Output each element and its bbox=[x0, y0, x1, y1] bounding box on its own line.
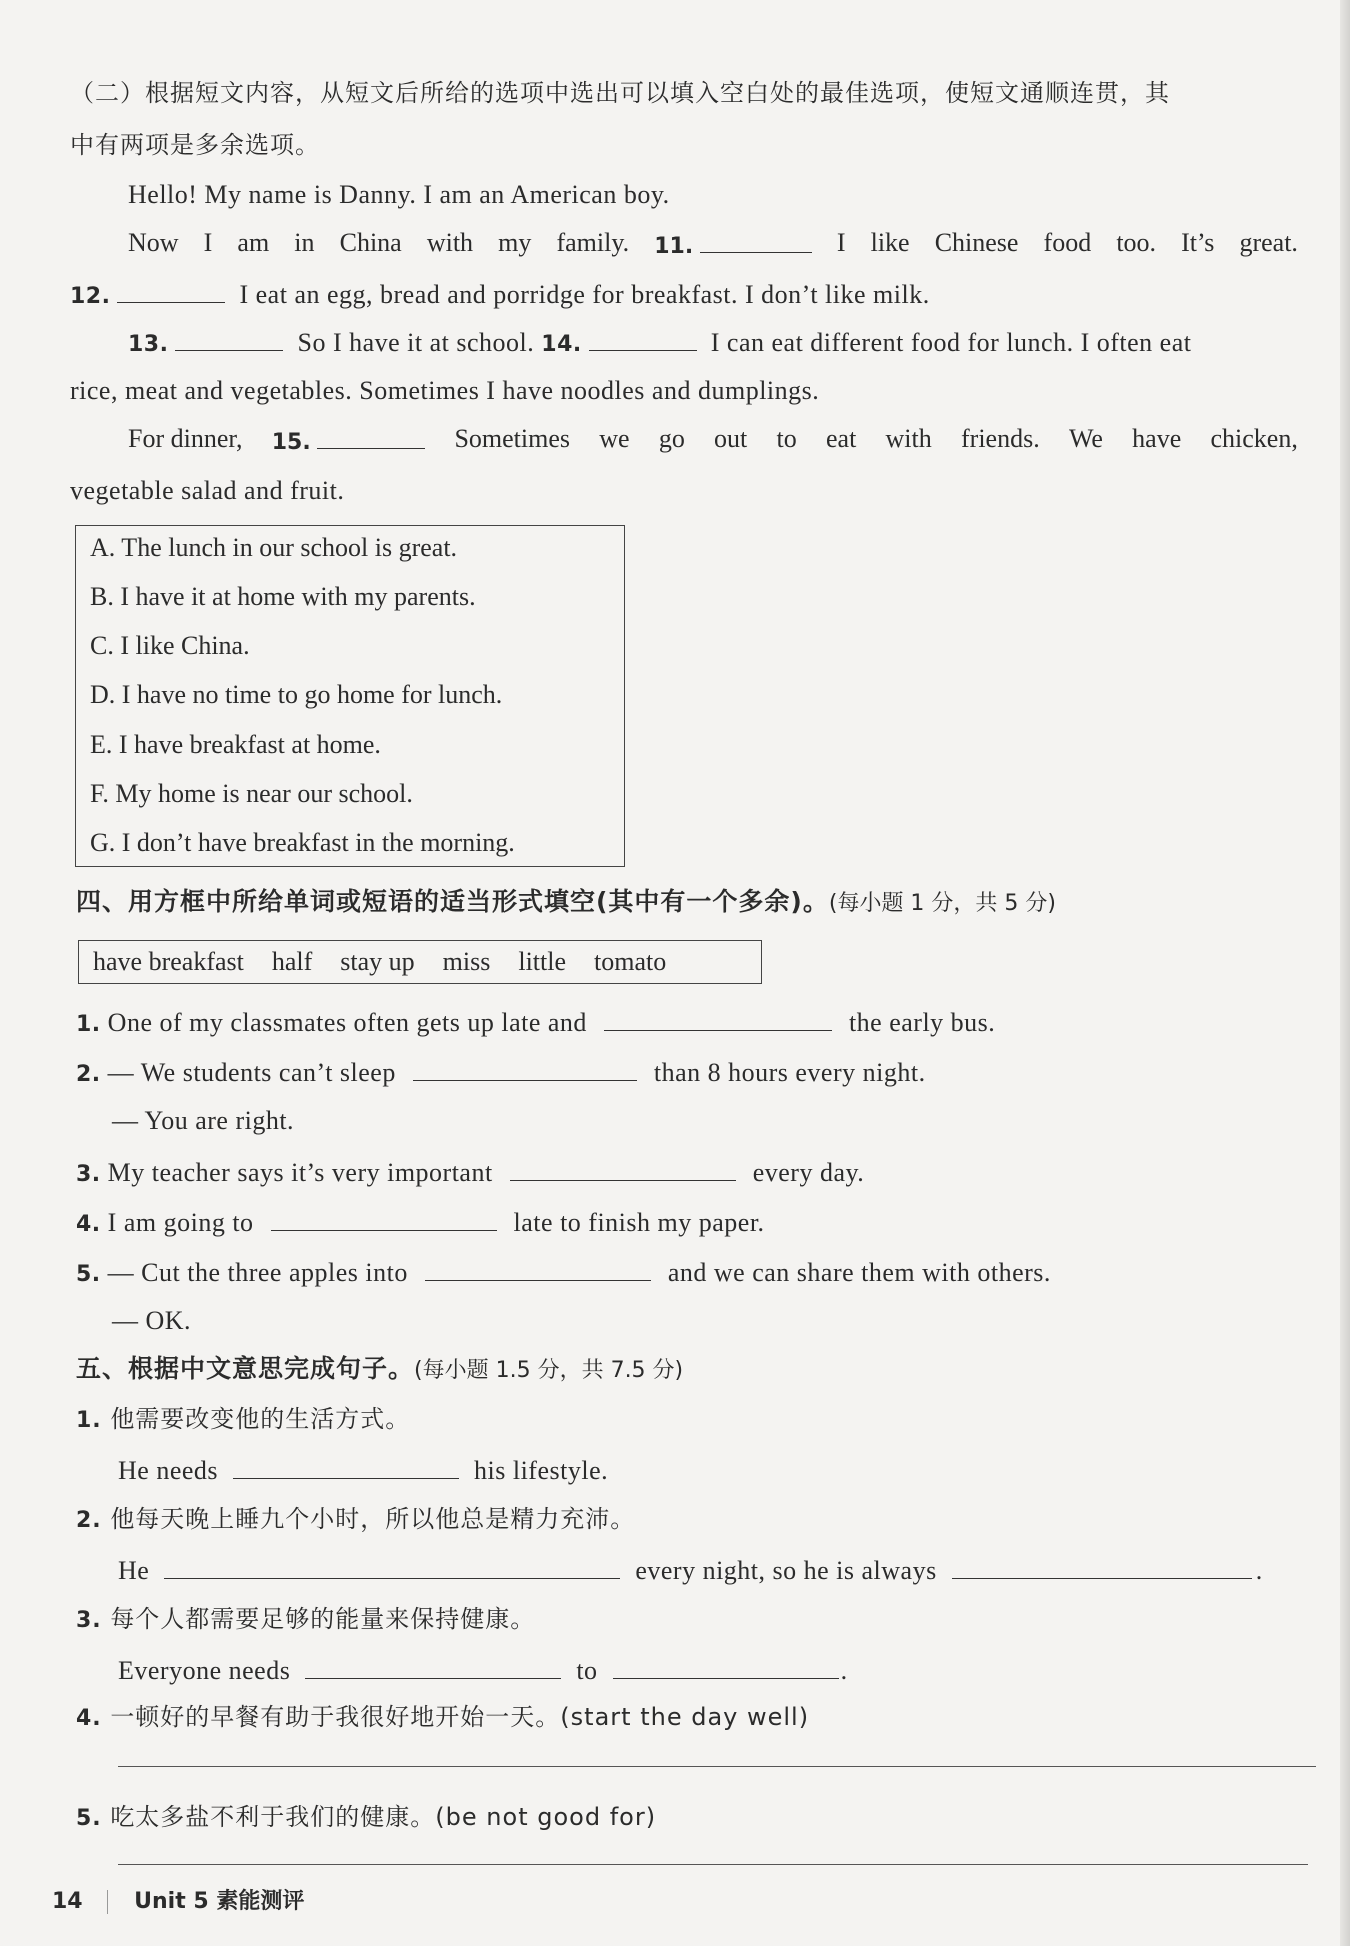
chinese-prompt: 吃太多盐不利于我们的健康。(be not good for) bbox=[110, 1803, 657, 1831]
section5-q5-answer-line[interactable] bbox=[118, 1864, 1308, 1865]
word: I bbox=[203, 228, 213, 257]
section2-instruction-line2: 中有两项是多余选项。 bbox=[70, 131, 320, 159]
chinese-prompt: 每个人都需要足够的能量来保持健康。 bbox=[110, 1605, 536, 1633]
passage-text: I eat an egg, bread and porridge for breakfast. I don’t like milk. bbox=[239, 280, 930, 309]
word: in bbox=[294, 228, 315, 257]
word: with bbox=[426, 228, 474, 257]
question-number-11: 11. bbox=[654, 234, 694, 259]
section2-instruction-line1: （二）根据短文内容，从短文后所给的选项中选出可以填入空白处的最佳选项，使短文通顺连贯，其 bbox=[70, 79, 1170, 107]
word: chicken, bbox=[1210, 424, 1298, 453]
word: Sometimes bbox=[454, 424, 571, 453]
page-footer bbox=[52, 1884, 304, 1915]
options-box bbox=[75, 525, 625, 867]
answer-blank[interactable] bbox=[613, 1652, 839, 1679]
word: It’s bbox=[1181, 228, 1215, 257]
section5-q3-prompt bbox=[76, 1602, 535, 1638]
word: am bbox=[237, 228, 270, 257]
word-bank-item: stay up bbox=[340, 947, 415, 976]
section5-q5-prompt bbox=[76, 1800, 656, 1836]
blank-15[interactable] bbox=[272, 422, 425, 460]
item-text: every night, so he is always bbox=[635, 1556, 937, 1585]
section4-item-2-reply: — You are right. bbox=[112, 1106, 295, 1135]
section4-item-1 bbox=[76, 1004, 995, 1042]
item-text: late to finish my paper. bbox=[513, 1208, 765, 1237]
answer-blank[interactable] bbox=[164, 1552, 620, 1579]
section5-points: (每小题 1.5 分，共 7.5 分) bbox=[414, 1358, 684, 1383]
page-number: 14 bbox=[52, 1889, 83, 1914]
passage-line-2 bbox=[128, 226, 1298, 264]
item-text: My teacher says it’s very important bbox=[107, 1158, 493, 1187]
word: with bbox=[885, 424, 932, 453]
option-f: F. My home is near our school. bbox=[90, 779, 413, 808]
item-text: — We students can’t sleep bbox=[107, 1058, 396, 1087]
word: Now bbox=[128, 228, 179, 257]
word: friends. bbox=[961, 424, 1040, 453]
section5-q1-prompt bbox=[76, 1402, 410, 1438]
passage-line-7: vegetable salad and fruit. bbox=[70, 476, 345, 505]
word-bank-item: have breakfast bbox=[93, 947, 244, 976]
answer-blank[interactable] bbox=[425, 1254, 651, 1281]
word: too. bbox=[1116, 228, 1157, 257]
answer-blank[interactable] bbox=[233, 1452, 459, 1479]
item-number: 4. bbox=[76, 1706, 102, 1731]
word-bank-item: little bbox=[518, 947, 567, 976]
word: great. bbox=[1239, 228, 1298, 257]
answer-blank[interactable] bbox=[271, 1204, 497, 1231]
item-text: his lifestyle. bbox=[474, 1456, 609, 1485]
section5-q3-answer bbox=[118, 1652, 848, 1688]
answer-blank[interactable] bbox=[413, 1054, 637, 1081]
passage-text: I can eat different food for lunch. I often eat bbox=[710, 328, 1192, 357]
word-bank-item: tomato bbox=[594, 947, 667, 976]
section5-q2-answer bbox=[118, 1552, 1263, 1588]
item-number: 1. bbox=[76, 1012, 101, 1037]
question-number-13: 13. bbox=[128, 332, 169, 357]
word: China bbox=[339, 228, 402, 257]
item-number: 3. bbox=[76, 1608, 102, 1633]
item-text: One of my classmates often gets up late and bbox=[107, 1008, 587, 1037]
question-number-12: 12. bbox=[70, 284, 111, 309]
item-text: I am going to bbox=[107, 1208, 254, 1237]
item-text: Everyone needs bbox=[118, 1656, 291, 1685]
item-text: He needs bbox=[118, 1456, 219, 1485]
word: out bbox=[714, 424, 748, 453]
word: Chinese bbox=[934, 228, 1019, 257]
word: my bbox=[498, 228, 532, 257]
item-number: 3. bbox=[76, 1162, 101, 1187]
answer-blank[interactable] bbox=[305, 1652, 561, 1679]
section4-item-5-reply: — OK. bbox=[112, 1306, 192, 1335]
word: go bbox=[658, 424, 685, 453]
section4-item-2 bbox=[76, 1054, 926, 1092]
option-e: E. I have breakfast at home. bbox=[90, 730, 381, 759]
item-text: He bbox=[118, 1556, 150, 1585]
answer-blank[interactable] bbox=[510, 1154, 736, 1181]
section5-heading bbox=[76, 1352, 683, 1388]
item-number: 1. bbox=[76, 1408, 102, 1433]
blank-11[interactable] bbox=[654, 226, 811, 264]
section5-title: 五、根据中文意思完成句子。 bbox=[76, 1354, 415, 1383]
option-g: G. I don’t have breakfast in the morning. bbox=[90, 828, 515, 857]
item-text: and we can share them with others. bbox=[667, 1258, 1051, 1287]
word: eat bbox=[825, 424, 857, 453]
word-bank-box bbox=[78, 940, 762, 984]
answer-blank[interactable] bbox=[604, 1004, 832, 1031]
item-number: 2. bbox=[76, 1062, 101, 1087]
chinese-prompt: 他每天晚上睡九个小时，所以他总是精力充沛。 bbox=[110, 1505, 636, 1533]
item-number: 5. bbox=[76, 1262, 101, 1287]
word: family. bbox=[556, 228, 630, 257]
unit-label: Unit 5 素能测评 bbox=[134, 1889, 305, 1914]
question-number-14: 14. bbox=[541, 332, 582, 357]
chinese-prompt: 他需要改变他的生活方式。 bbox=[110, 1405, 411, 1433]
item-text: — Cut the three apples into bbox=[107, 1258, 408, 1287]
section4-item-4 bbox=[76, 1204, 765, 1242]
item-text: every day. bbox=[752, 1158, 865, 1187]
passage-line-6 bbox=[128, 422, 1298, 460]
passage-text: For dinner, bbox=[128, 424, 243, 453]
option-c: C. I like China. bbox=[90, 631, 250, 660]
section5-q1-answer bbox=[118, 1452, 608, 1488]
item-text: the early bus. bbox=[848, 1008, 996, 1037]
section5-q4-prompt bbox=[76, 1700, 809, 1736]
word: have bbox=[1132, 424, 1182, 453]
word: to bbox=[776, 424, 797, 453]
word: We bbox=[1068, 424, 1103, 453]
section4-item-5 bbox=[76, 1254, 1051, 1292]
passage-paragraph-1: Hello! My name is Danny. I am an American boy. bbox=[128, 180, 670, 209]
passage-text: So I have it at school. bbox=[297, 328, 535, 357]
word-bank-item: miss bbox=[442, 947, 491, 976]
word-bank-item: half bbox=[271, 947, 313, 976]
item-number: 4. bbox=[76, 1212, 101, 1237]
blank-14[interactable] bbox=[541, 328, 696, 357]
word: we bbox=[599, 424, 630, 453]
section4-item-3 bbox=[76, 1154, 864, 1192]
section5-q2-prompt bbox=[76, 1502, 635, 1538]
page-edge-shadow bbox=[1340, 0, 1350, 1946]
section4-points: (每小题 1 分，共 5 分) bbox=[828, 891, 1056, 916]
word: I bbox=[836, 228, 846, 257]
blank-12[interactable] bbox=[70, 280, 225, 309]
chinese-prompt: 一顿好的早餐有助于我很好地开始一天。(start the day well) bbox=[110, 1703, 810, 1731]
item-text: to bbox=[576, 1656, 598, 1685]
option-b: B. I have it at home with my parents. bbox=[90, 582, 476, 611]
word: food bbox=[1043, 228, 1092, 257]
passage-line-5: rice, meat and vegetables. Sometimes I have noodles and dumplings. bbox=[70, 376, 820, 405]
passage-line-4 bbox=[128, 324, 1191, 362]
item-text: than 8 hours every night. bbox=[653, 1058, 926, 1087]
item-number: 2. bbox=[76, 1508, 102, 1533]
passage-line-3 bbox=[70, 276, 930, 314]
section4-title: 四、用方框中所给单词或短语的适当形式填空(其中有一个多余)。 bbox=[76, 887, 829, 916]
item-number: 5. bbox=[76, 1806, 102, 1831]
answer-blank[interactable] bbox=[952, 1552, 1252, 1579]
option-a: A. The lunch in our school is great. bbox=[90, 533, 458, 562]
section4-heading bbox=[76, 885, 1056, 921]
footer-divider bbox=[107, 1890, 109, 1914]
punctuation: . bbox=[1255, 1556, 1263, 1585]
option-d: D. I have no time to go home for lunch. bbox=[90, 680, 503, 709]
question-number-15: 15. bbox=[271, 430, 311, 455]
section5-q4-answer-line[interactable] bbox=[118, 1766, 1316, 1767]
punctuation: . bbox=[840, 1656, 848, 1685]
blank-13[interactable] bbox=[128, 328, 283, 357]
word: like bbox=[870, 228, 910, 257]
